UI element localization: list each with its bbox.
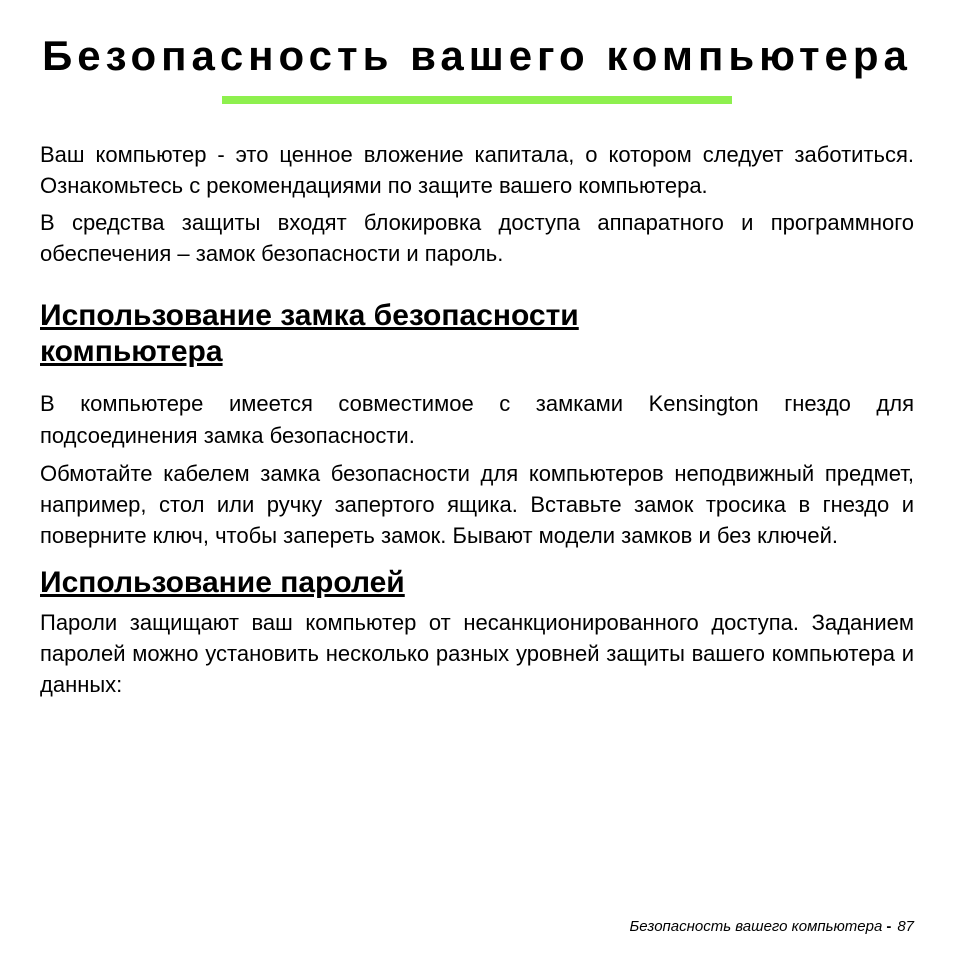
intro-paragraph-1: Ваш компьютер - это ценное вложение капитала, о котором следует заботиться. Ознакомьтесь с рекомендациями по защите вашего компьютера.: [40, 142, 914, 198]
passwords-paragraph-1: Пароли защищают ваш компьютер от несанкционированного доступа. Заданием паролей можно установить несколько разных уровней защиты вашего компьютера и данных:: [40, 610, 914, 697]
intro-paragraph-2: В средства защиты входят блокировка доступа аппаратного и программного обеспечения – замок безопасности и пароль.: [40, 210, 914, 266]
page-title: Безопасность вашего компьютера: [42, 32, 912, 79]
section-heading-security-lock: Использование замка безопасности компьютера: [40, 299, 579, 368]
security-lock-paragraph-2: Обмотайте кабелем замка безопасности для компьютеров неподвижный предмет, например, стол или ручку запертого ящика. Вставьте замок тросика в гнездо и поверните ключ, чтобы запереть замок. Бывают модели замков и без ключей.: [40, 461, 914, 548]
security-lock-paragraph-1: В компьютере имеется совместимое с замками Kensington гнездо для подсоединения замка безопасности.: [40, 391, 914, 448]
document-page: [40, 0, 914, 700]
page-footer: [629, 917, 914, 937]
page-number: 87: [897, 918, 914, 935]
footer-chapter-title: Безопасность вашего компьютера: [629, 918, 883, 935]
section-heading-passwords: Использование паролей: [40, 566, 405, 599]
title-underline-rule: [222, 96, 732, 104]
footer-separator: -: [886, 918, 892, 935]
